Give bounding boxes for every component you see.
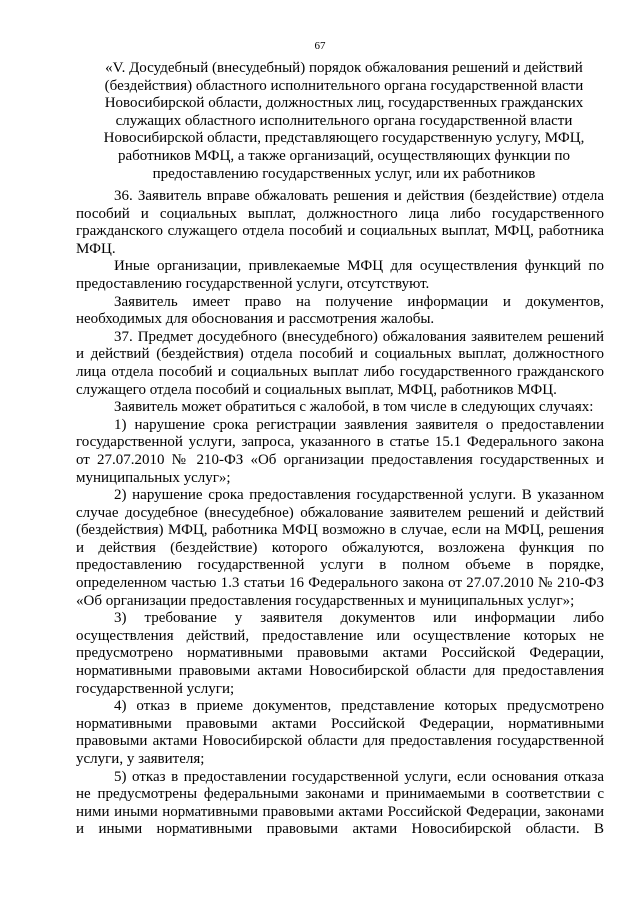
paragraph-37: 37. Предмет досудебного (внесудебного) обжалования заявителем решений и действий (бездействия) отдела пособий и социальных выплат, должностного лица отдела пособий и социальных выплат либо государственного гражданского служащего отдела пособий и социальных выплат, МФЦ, работников МФЦ.	[76, 328, 604, 398]
section-heading: «V. Досудебный (внесудебный) порядок обжалования решений и действий (бездействия) областного исполнительного органа государственной власти Новосибирской области, должностных лиц, государственных гражданских служащих областного исполнительного органа государственной власти Новосибирской области, представляющего государственную услугу, МФЦ, работников МФЦ, а также организаций, осуществляющих функции по предоставлению государственных услуг, или их работников	[103, 60, 585, 182]
paragraph-other-organizations: Иные организации, привлекаемые МФЦ для осуществления функций по предоставлению государственной услуги, отсутствуют.	[76, 258, 604, 292]
list-item-4: 4) отказ в приеме документов, представление которых предусмотрено нормативными правовыми актами Российской Федерации, нормативными правовыми актами Новосибирской области для предоставления государственной услуги, у заявителя;	[76, 698, 604, 767]
list-item-1: 1) нарушение срока регистрации заявления заявителя о предоставлении государственной услуги, запроса, указанного в статье 15.1 Федерального закона от 27.07.2010 № 210-ФЗ «Об организации предоставления государственных и муниципальных услуг»;	[76, 416, 604, 486]
list-item-2: 2) нарушение срока предоставления государственной услуги. В указанном случае досудебное (внесудебное) обжалование заявителем решений и действий (бездействия) МФЦ, работника МФЦ возможно в случае, если на МФЦ, решения и действия (бездействие) которого обжалуются, возложена функция по предоставлению государственной услуги в полном объеме в порядке, определенном частью 1.3 статьи 16 Федерального закона от 27.07.2010 № 210-ФЗ «Об организации предоставления государственных и муниципальных услуг»;	[76, 487, 604, 609]
list-item-5: 5) отказ в предоставлении государственной услуги, если основания отказа не предусмотрены федеральными законами и принимаемыми в соответствии с ними иными нормативными правовыми актами Российской Федерации, законами и иными нормативными правовыми актами Новосибирской области. В	[76, 768, 604, 838]
list-item-3: 3) требование у заявителя документов или информации либо осуществления действий, предоставление или осуществление которых не предусмотрено нормативными правовыми актами Российской Федерации, нормативными правовыми актами Новосибирской области для предоставления государственной услуги;	[76, 610, 604, 697]
document-body	[76, 188, 604, 839]
page-number: 67	[314, 40, 326, 52]
paragraph-complaint-cases: Заявитель может обратиться с жалобой, в том числе в следующих случаях:	[114, 399, 594, 416]
paragraph-right-to-information: Заявитель имеет право на получение информации и документов, необходимых для обоснования и рассмотрения жалобы.	[76, 293, 604, 328]
paragraph-36: 36. Заявитель вправе обжаловать решения и действия (бездействие) отдела пособий и социальных выплат, должностного лица либо государственного гражданского служащего отдела пособий и социальных выплат, МФЦ, работника МФЦ.	[76, 188, 604, 257]
